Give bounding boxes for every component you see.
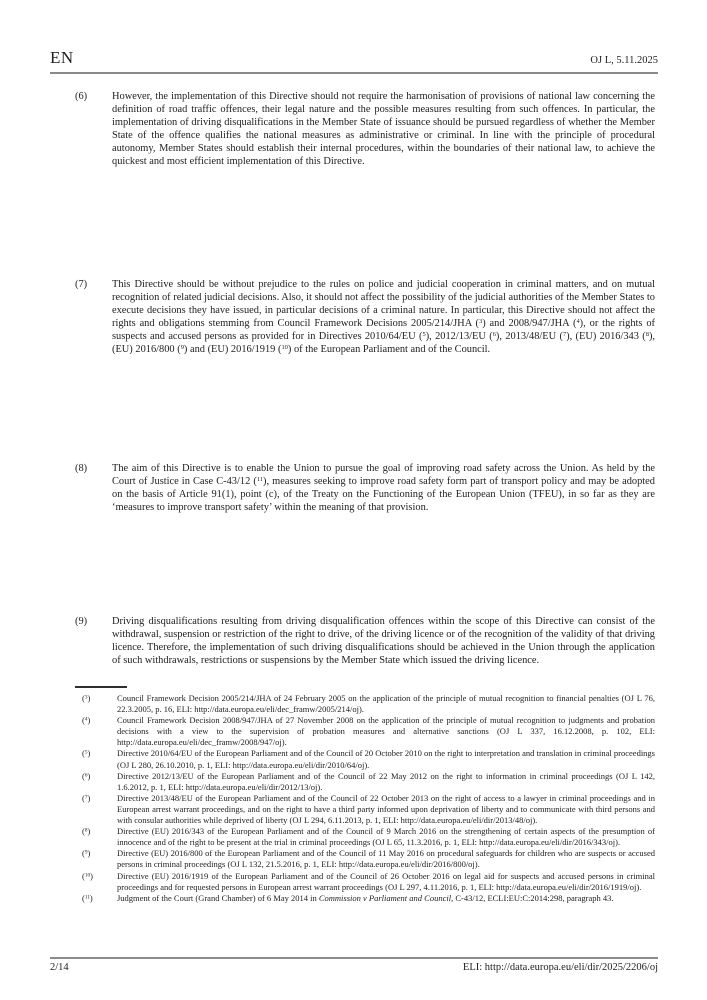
footnote-text: Directive 2013/48/EU of the European Parliament and of the Council of 22 October 2013 on the right of access to a lawyer in criminal proceedings and in European arrest warrant proceedings, and on the right to have a third party informed upon deprivation of liberty and to communicate with third persons and with consular authorities while deprived of liberty (OJ L 294, 6.11.2013, p. 1, ELI: http://data.europa.eu/eli/dir/2013/48/oj). bbox=[117, 792, 655, 826]
footnote-text: Directive (EU) 2016/800 of the European Parliament and of the Council of 11 May 2016 on procedural safeguards for children who are suspects or accused persons in criminal proceedings (OJ L 132, 21.5.2016, p. 1, ELI: http://data.europa.eu/eli/dir/2016/800/oj). bbox=[117, 848, 655, 870]
footnote-8 bbox=[82, 826, 655, 848]
footnote-11 bbox=[82, 893, 655, 904]
footnote-text: Directive 2010/64/EU of the European Parliament and of the Council of 20 October 2010 on the right to interpretation and translation in criminal proceedings (OJ L 280, 26.10.2010, p. 1, ELI: http://data.europa.eu/eli/dir/2010/64/oj). bbox=[117, 748, 655, 770]
footnote-marker: ($^{10}$) bbox=[82, 870, 93, 881]
header-rule bbox=[50, 72, 658, 74]
recital-8 bbox=[75, 462, 655, 514]
page-header bbox=[50, 48, 658, 68]
footnote-marker: ($^8$) bbox=[82, 826, 91, 837]
recital-number: (8) bbox=[75, 463, 88, 474]
language-code: EN bbox=[50, 48, 74, 67]
recital-6 bbox=[75, 90, 655, 168]
footnote-marker: ($^7$) bbox=[82, 792, 91, 803]
recital-text: Driving disqualifications resulting from driving disqualification offences within the scope of this Directive can consist of the withdrawal, suspension or restriction of the right to drive, of the driving licence or of the recognition of the validity of that driving licence. Therefore, the implementation of such driving disqualifications should be achieved in the Union through the application of such withdrawals, restrictions or suspensions by the Member State which issued the driving licence. bbox=[112, 616, 655, 666]
footnote-marker: ($^{11}$) bbox=[82, 892, 93, 903]
footnote-text: Directive (EU) 2016/1919 of the European Parliament and of the Council of 26 October 2016 on legal aid for suspects and accused persons in criminal proceedings and for requested persons in European arrest warrant proceedings (OJ L 297, 4.11.2016, p. 1, ELI: http://data.europa.eu/eli/dir/2016/1919/oj). bbox=[117, 870, 655, 892]
footnote-marker: ($^5$) bbox=[82, 748, 91, 759]
recital-number: (7) bbox=[75, 279, 88, 290]
footnote-text: Council Framework Decision 2005/214/JHA of 24 February 2005 on the application of the principle of mutual recognition to financial penalties (OJ L 76, 22.3.2005, p. 16, ELI: http://data.europa.eu/eli/dec_framw/2005/214/oj). bbox=[117, 693, 655, 715]
footnotes-section bbox=[82, 693, 655, 904]
footnote-marker: ($^9$) bbox=[82, 848, 91, 859]
recital-text: The aim of this Directive is to enable the Union to pursue the goal of improving road safety across the Union. As held by the Court of Justice in Case C-43/12 ($^{11}$), measures seeking to improve road safety form part of transport policy and may be adopted on the basis of Article 91(1), point (c), of the Treaty on the Functioning of the European Union (TFEU), in so far as they are ‘measures to improve transport safety’ within the meaning of that provision. bbox=[112, 463, 655, 513]
recital-9 bbox=[75, 615, 655, 667]
footnote-6 bbox=[82, 771, 655, 793]
footnote-9 bbox=[82, 848, 655, 870]
footnote-separator-rule bbox=[75, 686, 127, 688]
footnote-5 bbox=[82, 748, 655, 770]
recital-number: (6) bbox=[75, 91, 88, 102]
footnote-10 bbox=[82, 871, 655, 893]
recital-number: (9) bbox=[75, 616, 88, 627]
journal-reference: OJ L, 5.11.2025 bbox=[590, 55, 658, 66]
footnote-text: Directive (EU) 2016/343 of the European Parliament and of the Council of 9 March 2016 on the strengthening of certain aspects of the presumption of innocence and of the right to be present at the trial in criminal proceedings (OJ L 65, 11.3.2016, p. 1, ELI: http://data.europa.eu/eli/dir/2016/343/oj). bbox=[117, 826, 655, 848]
page-footer bbox=[50, 962, 658, 973]
footnote-marker: ($^3$) bbox=[82, 693, 91, 703]
recital-text: However, the implementation of this Directive should not require the harmonisation of provisions of national law concerning the definition of road traffic offences, their legal nature and the possible measures resulting from such offences. In particular, the implementation of driving disqualifications in the Member State of issuance should be pursued regardless of whether the Member State of the offence qualifies the national measures as administrative or criminal. In line with the principle of procedural autonomy, Member States should establish their internal procedures, within the boundaries of their national law, to achieve the quickest and most efficient implementation of this Directive. bbox=[112, 91, 655, 167]
eli-reference: ELI: http://data.europa.eu/eli/dir/2025/2206/oj bbox=[462, 962, 658, 973]
footnote-marker: ($^6$) bbox=[82, 770, 91, 781]
footnote-4 bbox=[82, 715, 655, 748]
footnote-7 bbox=[82, 793, 655, 826]
recital-7 bbox=[75, 278, 655, 356]
footnote-text: Council Framework Decision 2008/947/JHA of 27 November 2008 on the application of the principle of mutual recognition to judgments and probation decisions with a view to the supervision of probation measures and alternative sanctions (OJ L 337, 16.12.2008, p. 102, ELI: http://data.europa.eu/eli/dec_framw/2008/947/oj). bbox=[117, 715, 655, 748]
footnote-text: Judgment of the Court (Grand Chamber) of 6 May 2014 in Commission v Parliament and Council, C-43/12, ECLI:EU:C:2014:298, paragraph 43. bbox=[117, 892, 614, 903]
recital-text: This Directive should be without prejudice to the rules on police and judicial cooperation in criminal matters, and on mutual recognition of related judicial decisions. Also, it should not affect the possibility of the judicial authorities of the Member States to execute decisions they have issued, in particular decisions of a criminal nature. In particular, this Directive should not affect the rights and obligations stemming from Council Framework Decisions 2005/214/JHA ($^3$) and 2008/947/JHA ($^4$), or the rights of suspects and accused persons as provided for in Directives 2010/64/EU ($^5$), 2012/13/EU ($^6$), 2013/48/EU ($^7$), (EU) 2016/343 ($^8$), (EU) 2016/800 ($^9$) and (EU) 2016/1919 ($^{10}$) of the European Parliament and of the Council. bbox=[112, 279, 656, 355]
page-number: 2/14 bbox=[50, 962, 69, 973]
footnote-text: Directive 2012/13/EU of the European Parliament and of the Council of 22 May 2012 on the right to information in criminal proceedings (OJ L 142, 1.6.2012, p. 1, ELI: http://data.europa.eu/eli/dir/2012/13/oj). bbox=[117, 770, 655, 792]
footnote-marker: ($^4$) bbox=[82, 715, 91, 726]
footnote-3 bbox=[82, 693, 655, 715]
footer-rule bbox=[50, 957, 658, 959]
